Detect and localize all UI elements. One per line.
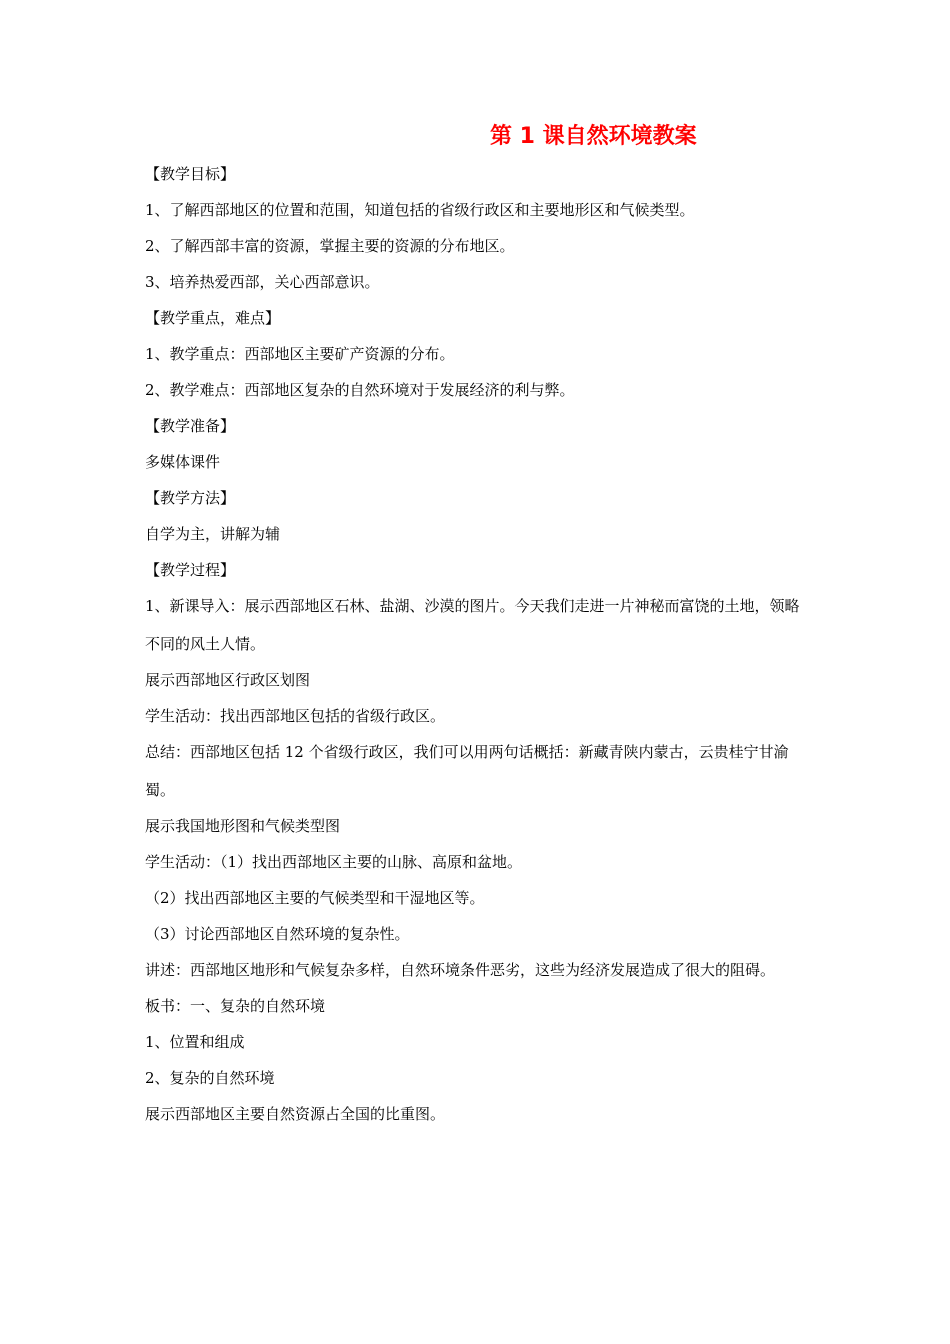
objective-item-3: 3、培养热爱西部，关心西部意识。 — [145, 273, 380, 291]
section-heading-key-points: 【教学重点，难点】 — [145, 309, 281, 327]
preparation-text: 多媒体课件 — [145, 453, 221, 471]
section-heading-objectives: 【教学目标】 — [145, 165, 236, 183]
process-activity-sub-2: （2）找出西部地区主要的气候类型和干湿地区等。 — [145, 889, 485, 907]
process-intro: 1、新课导入：展示西部地区石林、盐湖、沙漠的图片。今天我们走进一片神秘而富饶的土地，领略不同的风土人情。 — [145, 597, 800, 653]
process-step-show-resources: 展示西部地区主要自然资源占全国的比重图。 — [145, 1105, 446, 1123]
section-heading-method: 【教学方法】 — [145, 489, 236, 507]
board-writing-item-2: 2、复杂的自然环境 — [145, 1069, 275, 1087]
process-step-show-map: 展示西部地区行政区划图 — [145, 671, 311, 689]
key-point-item-1: 1、教学重点：西部地区主要矿产资源的分布。 — [145, 345, 455, 363]
key-point-item-2: 2、教学难点：西部地区复杂的自然环境对于发展经济的利与弊。 — [145, 381, 575, 399]
board-writing-title: 板书：一、复杂的自然环境 — [145, 997, 326, 1015]
objective-item-1: 1、了解西部地区的位置和范围，知道包括的省级行政区和主要地形区和气候类型。 — [145, 201, 695, 219]
process-student-activity-1: 学生活动：找出西部地区包括的省级行政区。 — [145, 707, 446, 725]
process-activity-sub-3: （3）讨论西部地区自然环境的复杂性。 — [145, 925, 410, 943]
process-student-activity-2: 学生活动：（1）找出西部地区主要的山脉、高原和盆地。 — [145, 853, 523, 871]
method-text: 自学为主，讲解为辅 — [145, 525, 281, 543]
document-title: 第 1 课自然环境教案 — [490, 124, 697, 149]
objective-item-2: 2、了解西部丰富的资源，掌握主要的资源的分布地区。 — [145, 237, 515, 255]
process-summary: 总结：西部地区包括 12 个省级行政区，我们可以用两句话概括：新藏青陕内蒙古，云贵桂宁甘渝蜀。 — [145, 743, 789, 799]
board-writing-item-1: 1、位置和组成 — [145, 1033, 245, 1051]
document-body — [145, 164, 810, 1140]
section-heading-preparation: 【教学准备】 — [145, 417, 236, 435]
process-lecture: 讲述：西部地区地形和气候复杂多样，自然环境条件恶劣，这些为经济发展造成了很大的阻碍。 — [145, 961, 776, 979]
process-step-show-terrain: 展示我国地形图和气候类型图 — [145, 817, 341, 835]
section-heading-process: 【教学过程】 — [145, 561, 236, 579]
